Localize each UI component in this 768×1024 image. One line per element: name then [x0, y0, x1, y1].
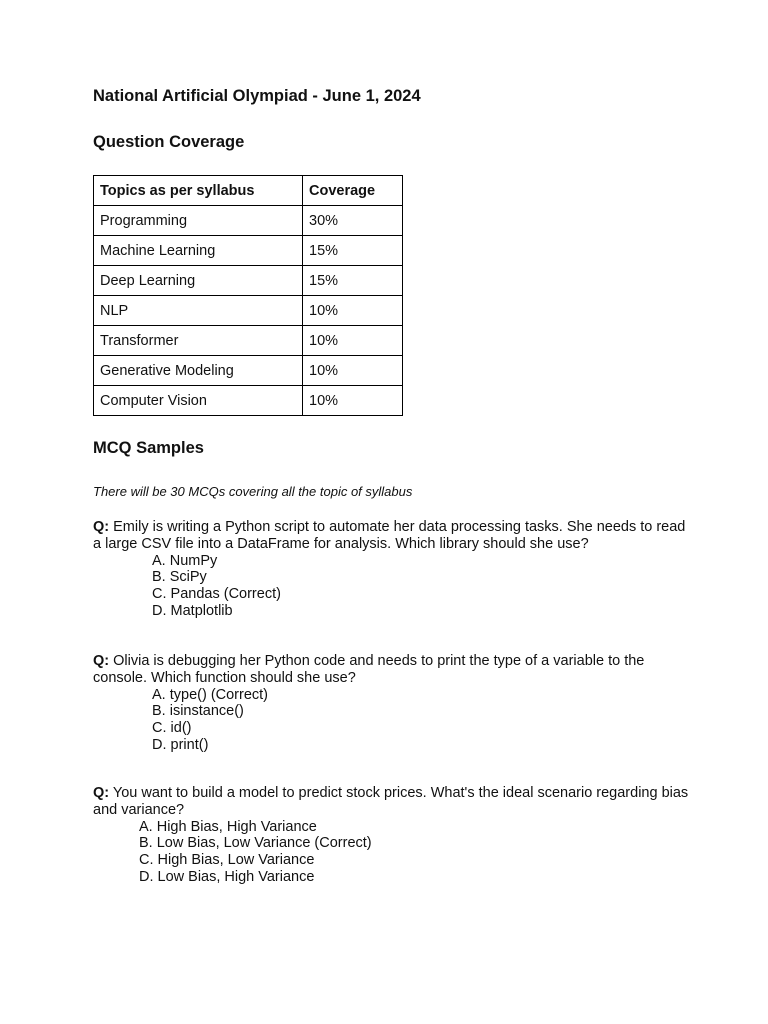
question-block: [93, 785, 693, 886]
coverage-cell: 10%: [303, 356, 403, 386]
coverage-cell: 15%: [303, 266, 403, 296]
option-item: A. High Bias, High Variance: [139, 818, 317, 835]
option-item: B. SciPy: [152, 569, 207, 586]
table-row: [94, 296, 403, 326]
option-item: C. Pandas (Correct): [152, 586, 281, 603]
table-row: [94, 236, 403, 266]
question-body: You want to build a model to predict stock prices. What's the ideal scenario regarding bias and variance?: [93, 785, 689, 818]
option-item: D. Matplotlib: [152, 602, 233, 619]
question-body: Olivia is debugging her Python code and needs to print the type of a variable to the console. Which function should she use?: [93, 653, 645, 686]
coverage-column-header: Coverage: [303, 176, 403, 206]
coverage-cell: 30%: [303, 206, 403, 236]
option-list: [93, 553, 693, 620]
question-body: Emily is writing a Python script to automate her data processing tasks. She needs to read a large CSV file into a DataFrame for analysis. Which library should she use?: [93, 519, 686, 552]
option-item: B. Low Bias, Low Variance (Correct): [139, 835, 372, 852]
option-item: D. print(): [152, 736, 209, 753]
coverage-table: [93, 175, 403, 416]
table-row: [94, 326, 403, 356]
mcq-note: There will be 30 MCQs covering all the topic of syllabus: [93, 484, 413, 499]
question-label: Q:: [93, 785, 110, 801]
option-list: [93, 687, 693, 754]
coverage-cell: 15%: [303, 236, 403, 266]
coverage-cell: 10%: [303, 326, 403, 356]
topic-cell: Computer Vision: [94, 386, 303, 416]
table-row: [94, 386, 403, 416]
question-label: Q:: [93, 653, 110, 669]
option-item: D. Low Bias, High Variance: [139, 868, 315, 885]
topic-cell: Deep Learning: [94, 266, 303, 296]
topic-cell: Programming: [94, 206, 303, 236]
question-text: [93, 519, 693, 553]
topic-cell: NLP: [94, 296, 303, 326]
option-item: B. isinstance(): [152, 703, 244, 720]
option-item: A. type() (Correct): [152, 686, 269, 703]
question-text: [93, 785, 693, 819]
question-block: [93, 519, 693, 620]
page-title: National Artificial Olympiad - June 1, 2024: [93, 87, 421, 105]
option-item: C. id(): [152, 720, 192, 737]
option-item: A. NumPy: [152, 552, 218, 569]
coverage-cell: 10%: [303, 296, 403, 326]
option-list: [93, 819, 693, 886]
question-block: [93, 653, 693, 754]
topic-cell: Transformer: [94, 326, 303, 356]
topic-cell: Generative Modeling: [94, 356, 303, 386]
coverage-heading: Question Coverage: [93, 133, 245, 151]
coverage-cell: 10%: [303, 386, 403, 416]
option-item: C. High Bias, Low Variance: [139, 852, 315, 869]
table-row: [94, 206, 403, 236]
question-text: [93, 653, 693, 687]
question-label: Q:: [93, 519, 110, 535]
topic-column-header: Topics as per syllabus: [94, 176, 303, 206]
table-row: [94, 356, 403, 386]
mcq-heading: MCQ Samples: [93, 439, 204, 457]
table-row: [94, 266, 403, 296]
table-header-row: [94, 176, 403, 206]
topic-cell: Machine Learning: [94, 236, 303, 266]
